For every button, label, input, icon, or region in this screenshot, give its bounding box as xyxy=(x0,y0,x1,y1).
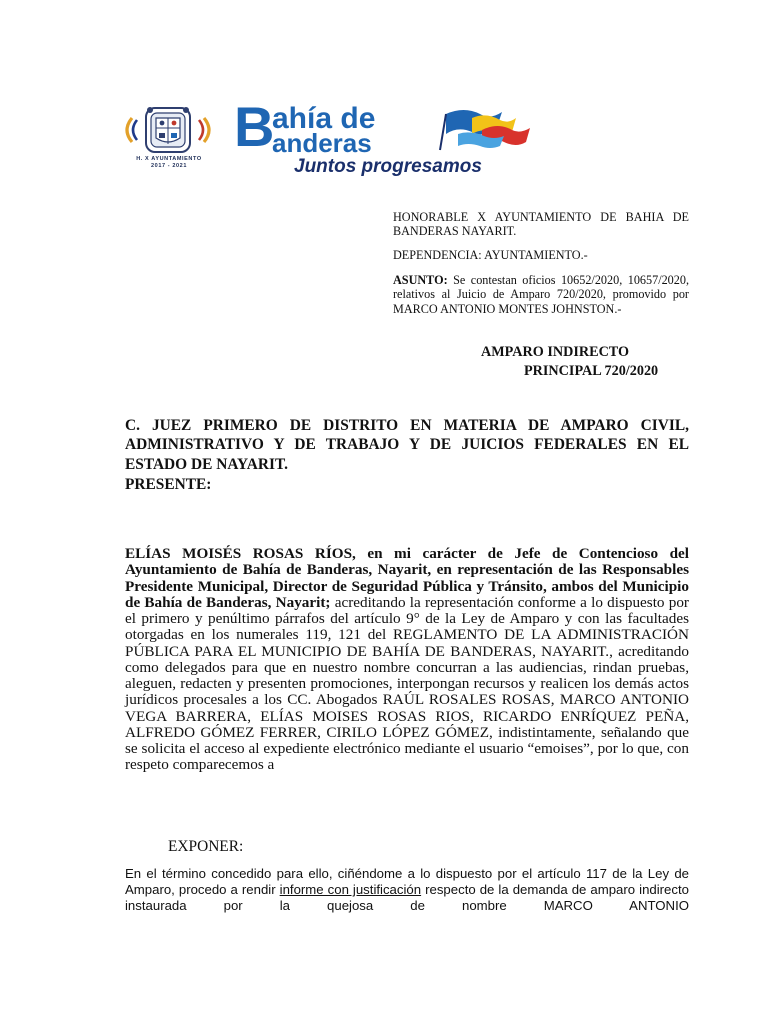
logo-word-2: anderas xyxy=(272,128,372,158)
flags-icon xyxy=(440,110,530,150)
asunto-text: Se contestan oficios 10652/2020, 10657/2020, relativos al Juicio de Amparo 720/2020, promovido por MARCO ANTONIO MONTES JOHNSTON.- xyxy=(393,273,689,316)
informe-underlined-phrase: informe con justificación xyxy=(279,882,422,898)
bahia-de-banderas-logo xyxy=(232,100,548,178)
logo-slogan: Juntos progresamos xyxy=(294,156,482,177)
seal-caption-line-1: H. X AYUNTAMIENTO xyxy=(136,156,202,162)
body-bold-intro: ELÍAS MOISÉS ROSAS RÍOS, en mi carácter de Jefe de Contencioso del Ayuntamiento de Bahía de Banderas, Nayarit, en representación de las Responsables Presidente Municipal, Director de Seguridad Pública y Tránsito, ambos del Municipio de Bahía de Banderas, Nayarit; xyxy=(125,545,689,611)
asunto-label: ASUNTO: xyxy=(393,273,448,287)
amparo-type: AMPARO INDIRECTO xyxy=(481,344,630,360)
svg-text:B: B xyxy=(234,100,275,158)
informe-text-before: En el término concedido para ello, ciñéndome a lo dispuesto por el artículo 117 de la Ley de Amparo, procedo a rendir xyxy=(125,866,689,898)
judge-addressee: C. JUEZ PRIMERO DE DISTRITO EN MATERIA DE AMPARO CIVIL, ADMINISTRATIVO Y DE TRABAJO Y DE JUICIOS FEDERALES EN EL ESTADO DE NAYARIT. xyxy=(125,417,689,473)
seal-caption-line-2: 2017 - 2021 xyxy=(151,163,187,169)
ayuntamiento-heading: HONORABLE X AYUNTAMIENTO DE BAHIA DE BANDERAS NAYARIT. xyxy=(393,210,689,239)
presente-line: PRESENTE: xyxy=(125,476,212,493)
body-paragraph xyxy=(125,546,689,774)
amparo-number: PRINCIPAL 720/2020 xyxy=(524,363,659,379)
informe-text-after: respecto de la demanda de amparo indirecto instaurada por la quejosa de nombre MARCO ANTONIO xyxy=(125,882,689,914)
asunto-block xyxy=(393,273,689,316)
body-paragraph-text: acreditando la representación conforme a lo dispuesto por el primero y penúltimo párrafos del artículo 9° de la Ley de Amparo y con las facultades otorgadas en los numerales 119, 121 del REGLAMENTO DE LA ADMINISTRACIÓN PÚBLICA PARA EL MUNICIPIO DE BAHÍA DE BANDERAS, NAYARIT., acreditando como delegados para que en nuestro nombre concurran a las audiencias, rindan pruebas, aleguen, redacten y presenten promociones, interpongan recursos y realicen los demás actos jurídicos procesales a los CC. Abogados RAÚL ROSALES ROSAS, MARCO ANTONIO VEGA BARRERA, ELÍAS MOISES ROSAS RIOS, RICARDO ENRÍQUEZ PEÑA, ALFREDO GÓMEZ FERRER, CIRILO LÓPEZ GÓMEZ, indistintamente, señalando que se solicita el acceso al expediente electrónico mediante el usuario “emoises”, por lo que, con respeto comparecemos a xyxy=(125,593,689,774)
exponer-heading: EXPONER: xyxy=(168,838,244,855)
seal-caption xyxy=(124,156,214,170)
logo-word-1: ahía de xyxy=(272,102,376,135)
informe-paragraph xyxy=(125,866,689,914)
dependencia-line: DEPENDENCIA: AYUNTAMIENTO.- xyxy=(393,248,588,262)
